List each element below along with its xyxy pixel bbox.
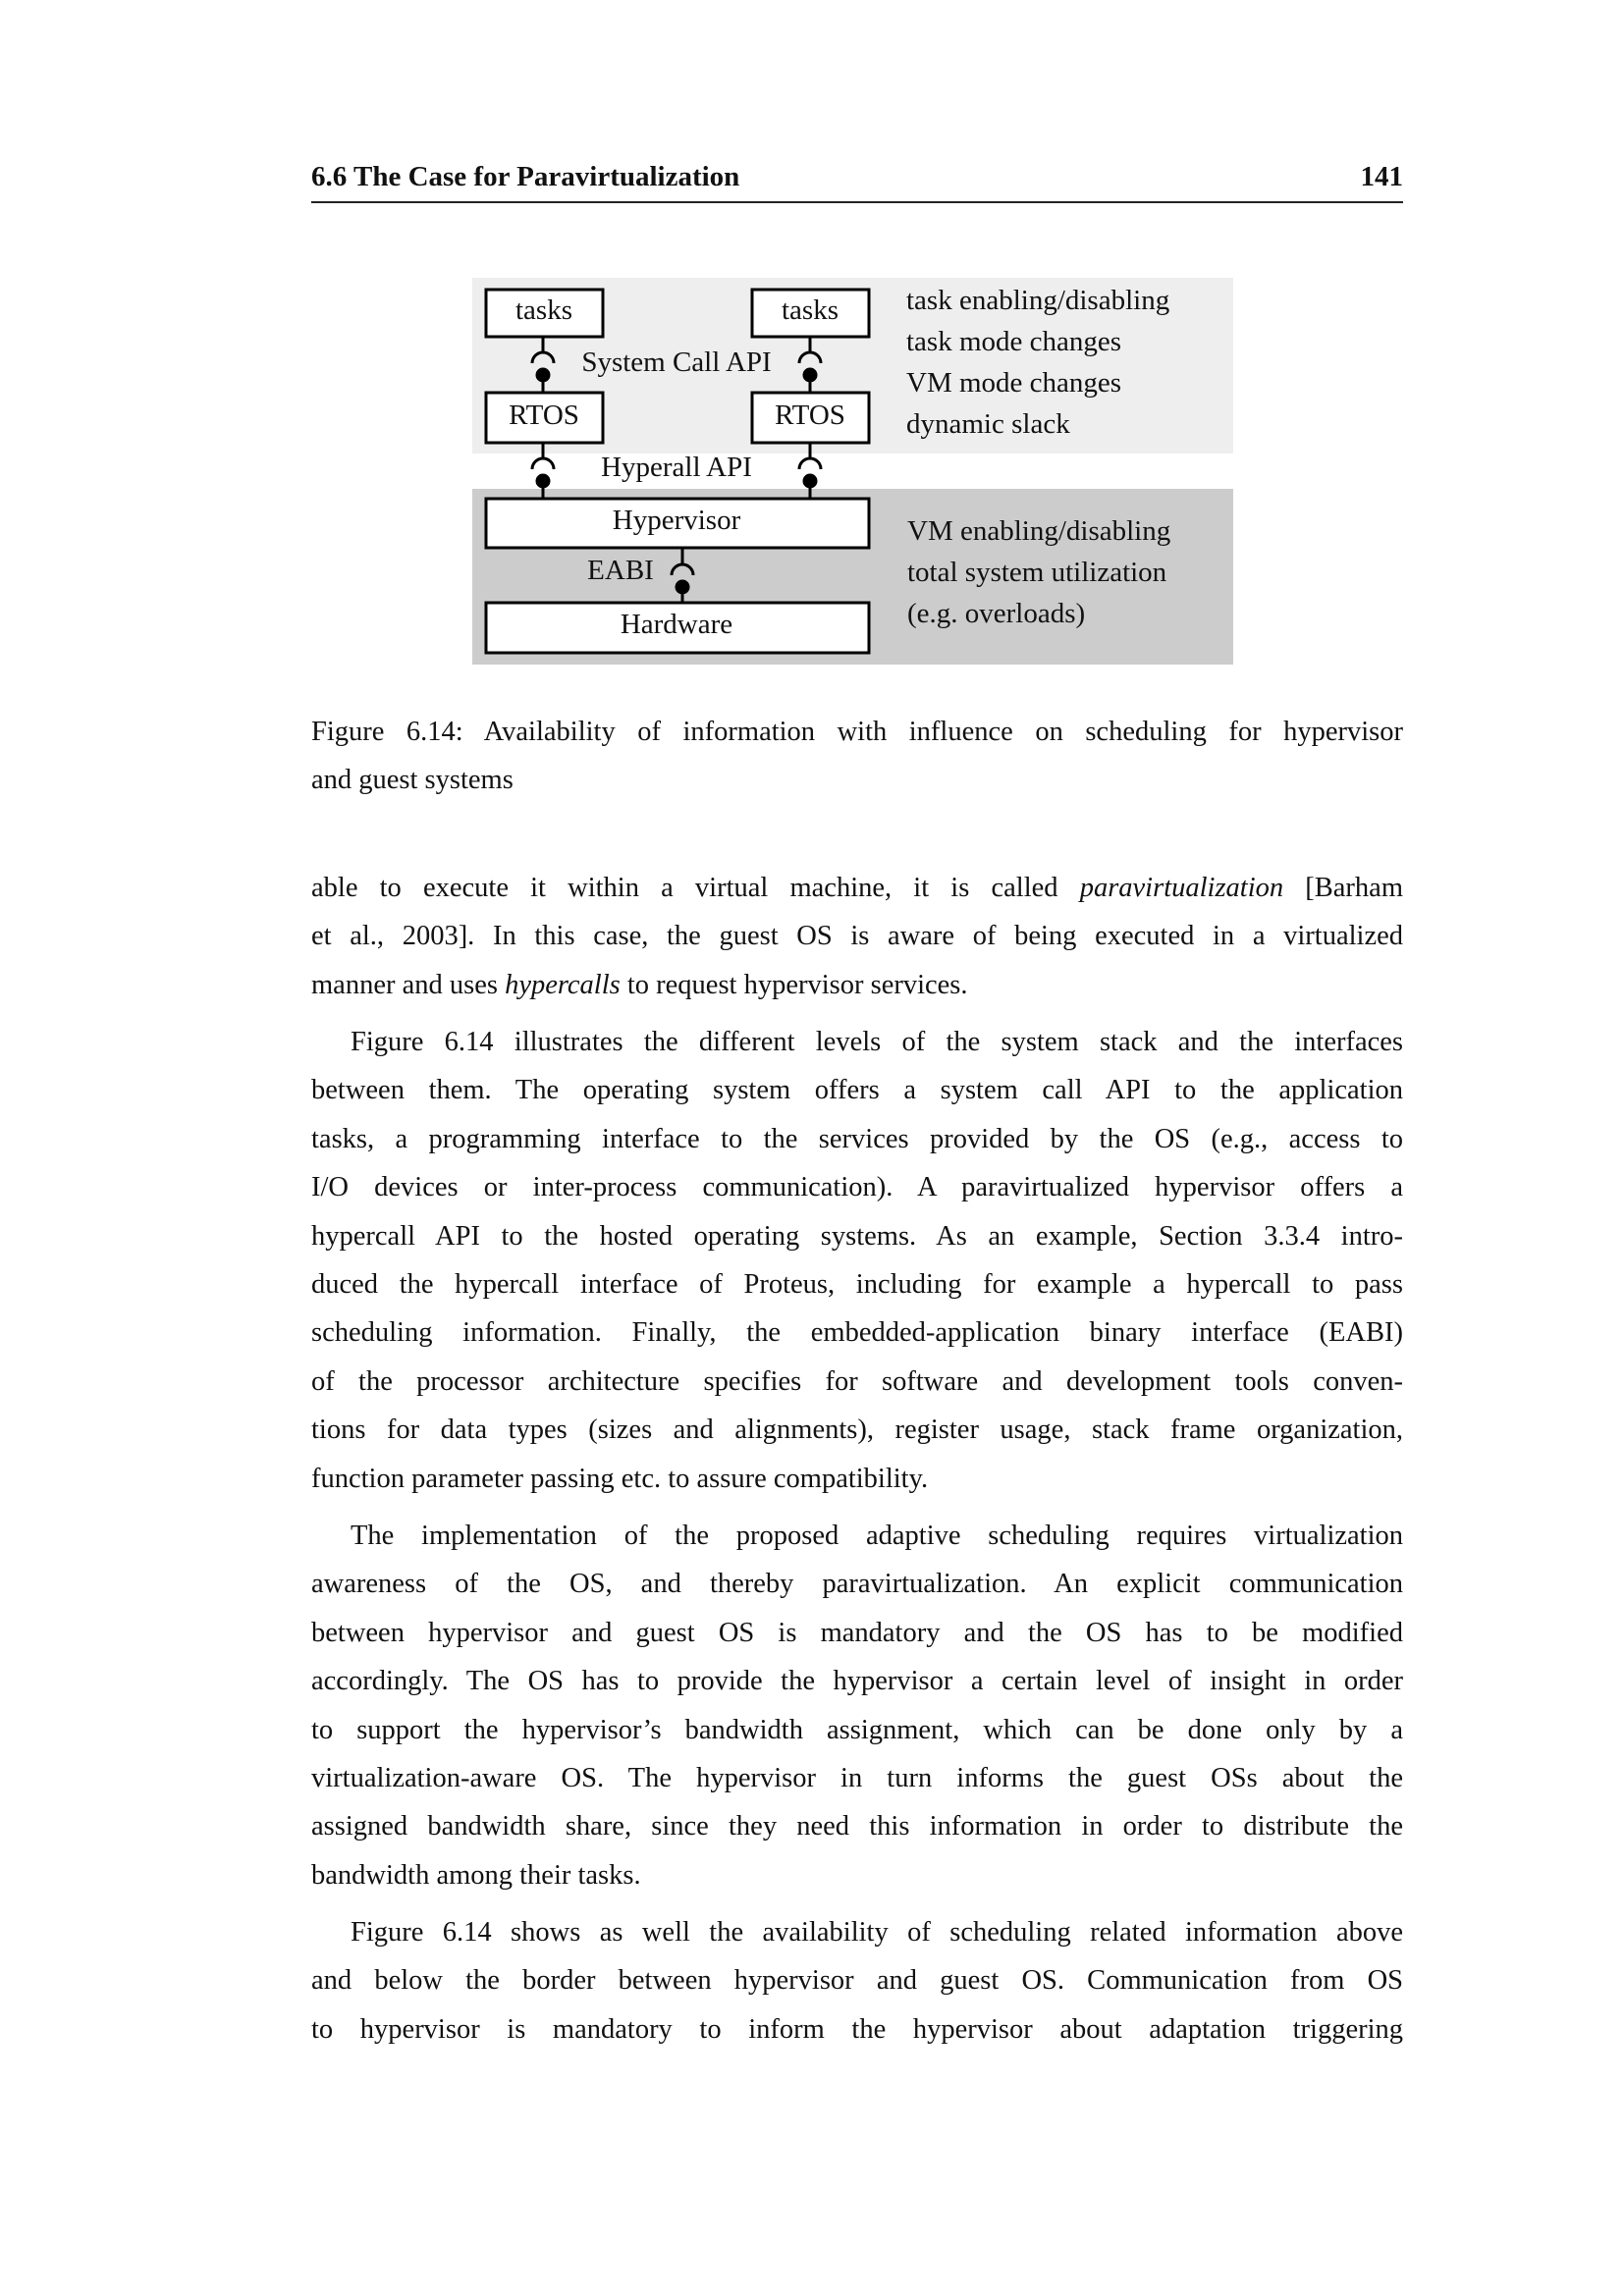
- paragraph-4: [311, 1908, 1403, 2054]
- text-line: [311, 912, 1403, 960]
- page-number: 141: [1360, 161, 1403, 192]
- text-line: awareness of the OS, and thereby paravirtualization. An explicit communication: [311, 1569, 1403, 1600]
- text-line: to hypervisor is mandatory to inform the hypervisor about adaptation triggering: [311, 2013, 1403, 2045]
- text-line: [311, 864, 1403, 912]
- text-line: The implementation of the proposed adaptive scheduling requires virtualization: [351, 1521, 1403, 1551]
- text-line: to support the hypervisor’s bandwidth assignment, which can be done only by a: [311, 1714, 1403, 1745]
- text-segment: manner and uses: [311, 969, 506, 1000]
- figure-system-stack-diagram: [0, 0, 1624, 687]
- hypervisor-info-item: (e.g. overloads): [907, 598, 1086, 629]
- text-line: between hypervisor and guest OS is mandatory and the OS has to be modified: [311, 1617, 1403, 1648]
- label-tasks-right: tasks: [782, 294, 839, 326]
- guest-info-item: task mode changes: [906, 326, 1122, 357]
- text-line: I/O devices or inter-process communication). A paravirtualized hypervisor offers a: [311, 1172, 1403, 1203]
- text-line: virtualization-aware OS. The hypervisor in turn informs the guest OSs about the: [311, 1762, 1403, 1793]
- text-segment: to request hypervisor services.: [620, 969, 968, 1000]
- label-hardware: Hardware: [620, 609, 733, 640]
- text-line: between them. The operating system offers a system call API to the application: [311, 1075, 1403, 1106]
- running-header-section: 6.6 The Case for Paravirtualization: [311, 161, 740, 192]
- label-hypervisor: Hypervisor: [612, 505, 741, 536]
- caption-line: Figure 6.14: Availability of information with influence on scheduling for hypervisor: [311, 717, 1403, 747]
- text-segment: able to execute it within a virtual machine, it is called: [311, 873, 1080, 903]
- text-line: tasks, a programming interface to the services provided by the OS (e.g., access to: [311, 1123, 1403, 1154]
- text-line: [311, 961, 1403, 1009]
- label-tasks-left: tasks: [515, 294, 572, 326]
- guest-info-item: dynamic slack: [906, 408, 1070, 440]
- hypervisor-info-item: total system utilization: [907, 557, 1167, 588]
- text-line: scheduling information. Finally, the embedded-application binary interface (EABI): [311, 1317, 1403, 1349]
- text-line: duced the hypercall interface of Proteus, including for example a hypercall to pass: [311, 1268, 1403, 1300]
- text-line: bandwidth among their tasks.: [311, 1859, 641, 1891]
- paragraph-2: [311, 1018, 1403, 1503]
- caption-line: and guest systems: [311, 765, 514, 796]
- figure-caption: [311, 708, 1403, 805]
- guest-info-item: task enabling/disabling: [906, 285, 1170, 316]
- text-line: of the processor architecture specifies for software and development tools conven-: [311, 1365, 1403, 1397]
- hypervisor-info-item: VM enabling/disabling: [907, 515, 1171, 547]
- label-hypercall-api: Hyperall API: [601, 452, 752, 483]
- label-rtos-right: RTOS: [775, 400, 845, 431]
- text-line: hypercall API to the hosted operating systems. As an example, Section 3.3.4 intro-: [311, 1220, 1403, 1252]
- text-line: Figure 6.14 shows as well the availability of scheduling related information above: [351, 1917, 1403, 1948]
- paragraph-1: [311, 864, 1403, 1009]
- text-segment: [Barham: [1283, 873, 1403, 903]
- emphasized-term: hypercalls: [505, 969, 621, 1000]
- text-line: tions for data types (sizes and alignments), register usage, stack frame organization,: [311, 1415, 1403, 1446]
- text-line: and below the border between hypervisor and guest OS. Communication from OS: [311, 1965, 1403, 1997]
- text-segment: et al., 2003]. In this case, the guest OS is aware of being executed in a virtualized: [311, 921, 1403, 952]
- guest-info-item: VM mode changes: [906, 367, 1122, 399]
- text-line: assigned bandwidth share, since they need this information in order to distribute the: [311, 1811, 1403, 1842]
- label-rtos-left: RTOS: [509, 400, 579, 431]
- label-eabi: EABI: [587, 555, 654, 586]
- text-line: function parameter passing etc. to assure compatibility.: [311, 1463, 929, 1494]
- text-line: Figure 6.14 illustrates the different levels of the system stack and the interfaces: [351, 1027, 1403, 1057]
- label-system-call-api: System Call API: [581, 347, 772, 378]
- paragraph-3: [311, 1512, 1403, 1899]
- text-line: accordingly. The OS has to provide the hypervisor a certain level of insight in order: [311, 1666, 1403, 1697]
- emphasized-term: paravirtualization: [1079, 873, 1284, 903]
